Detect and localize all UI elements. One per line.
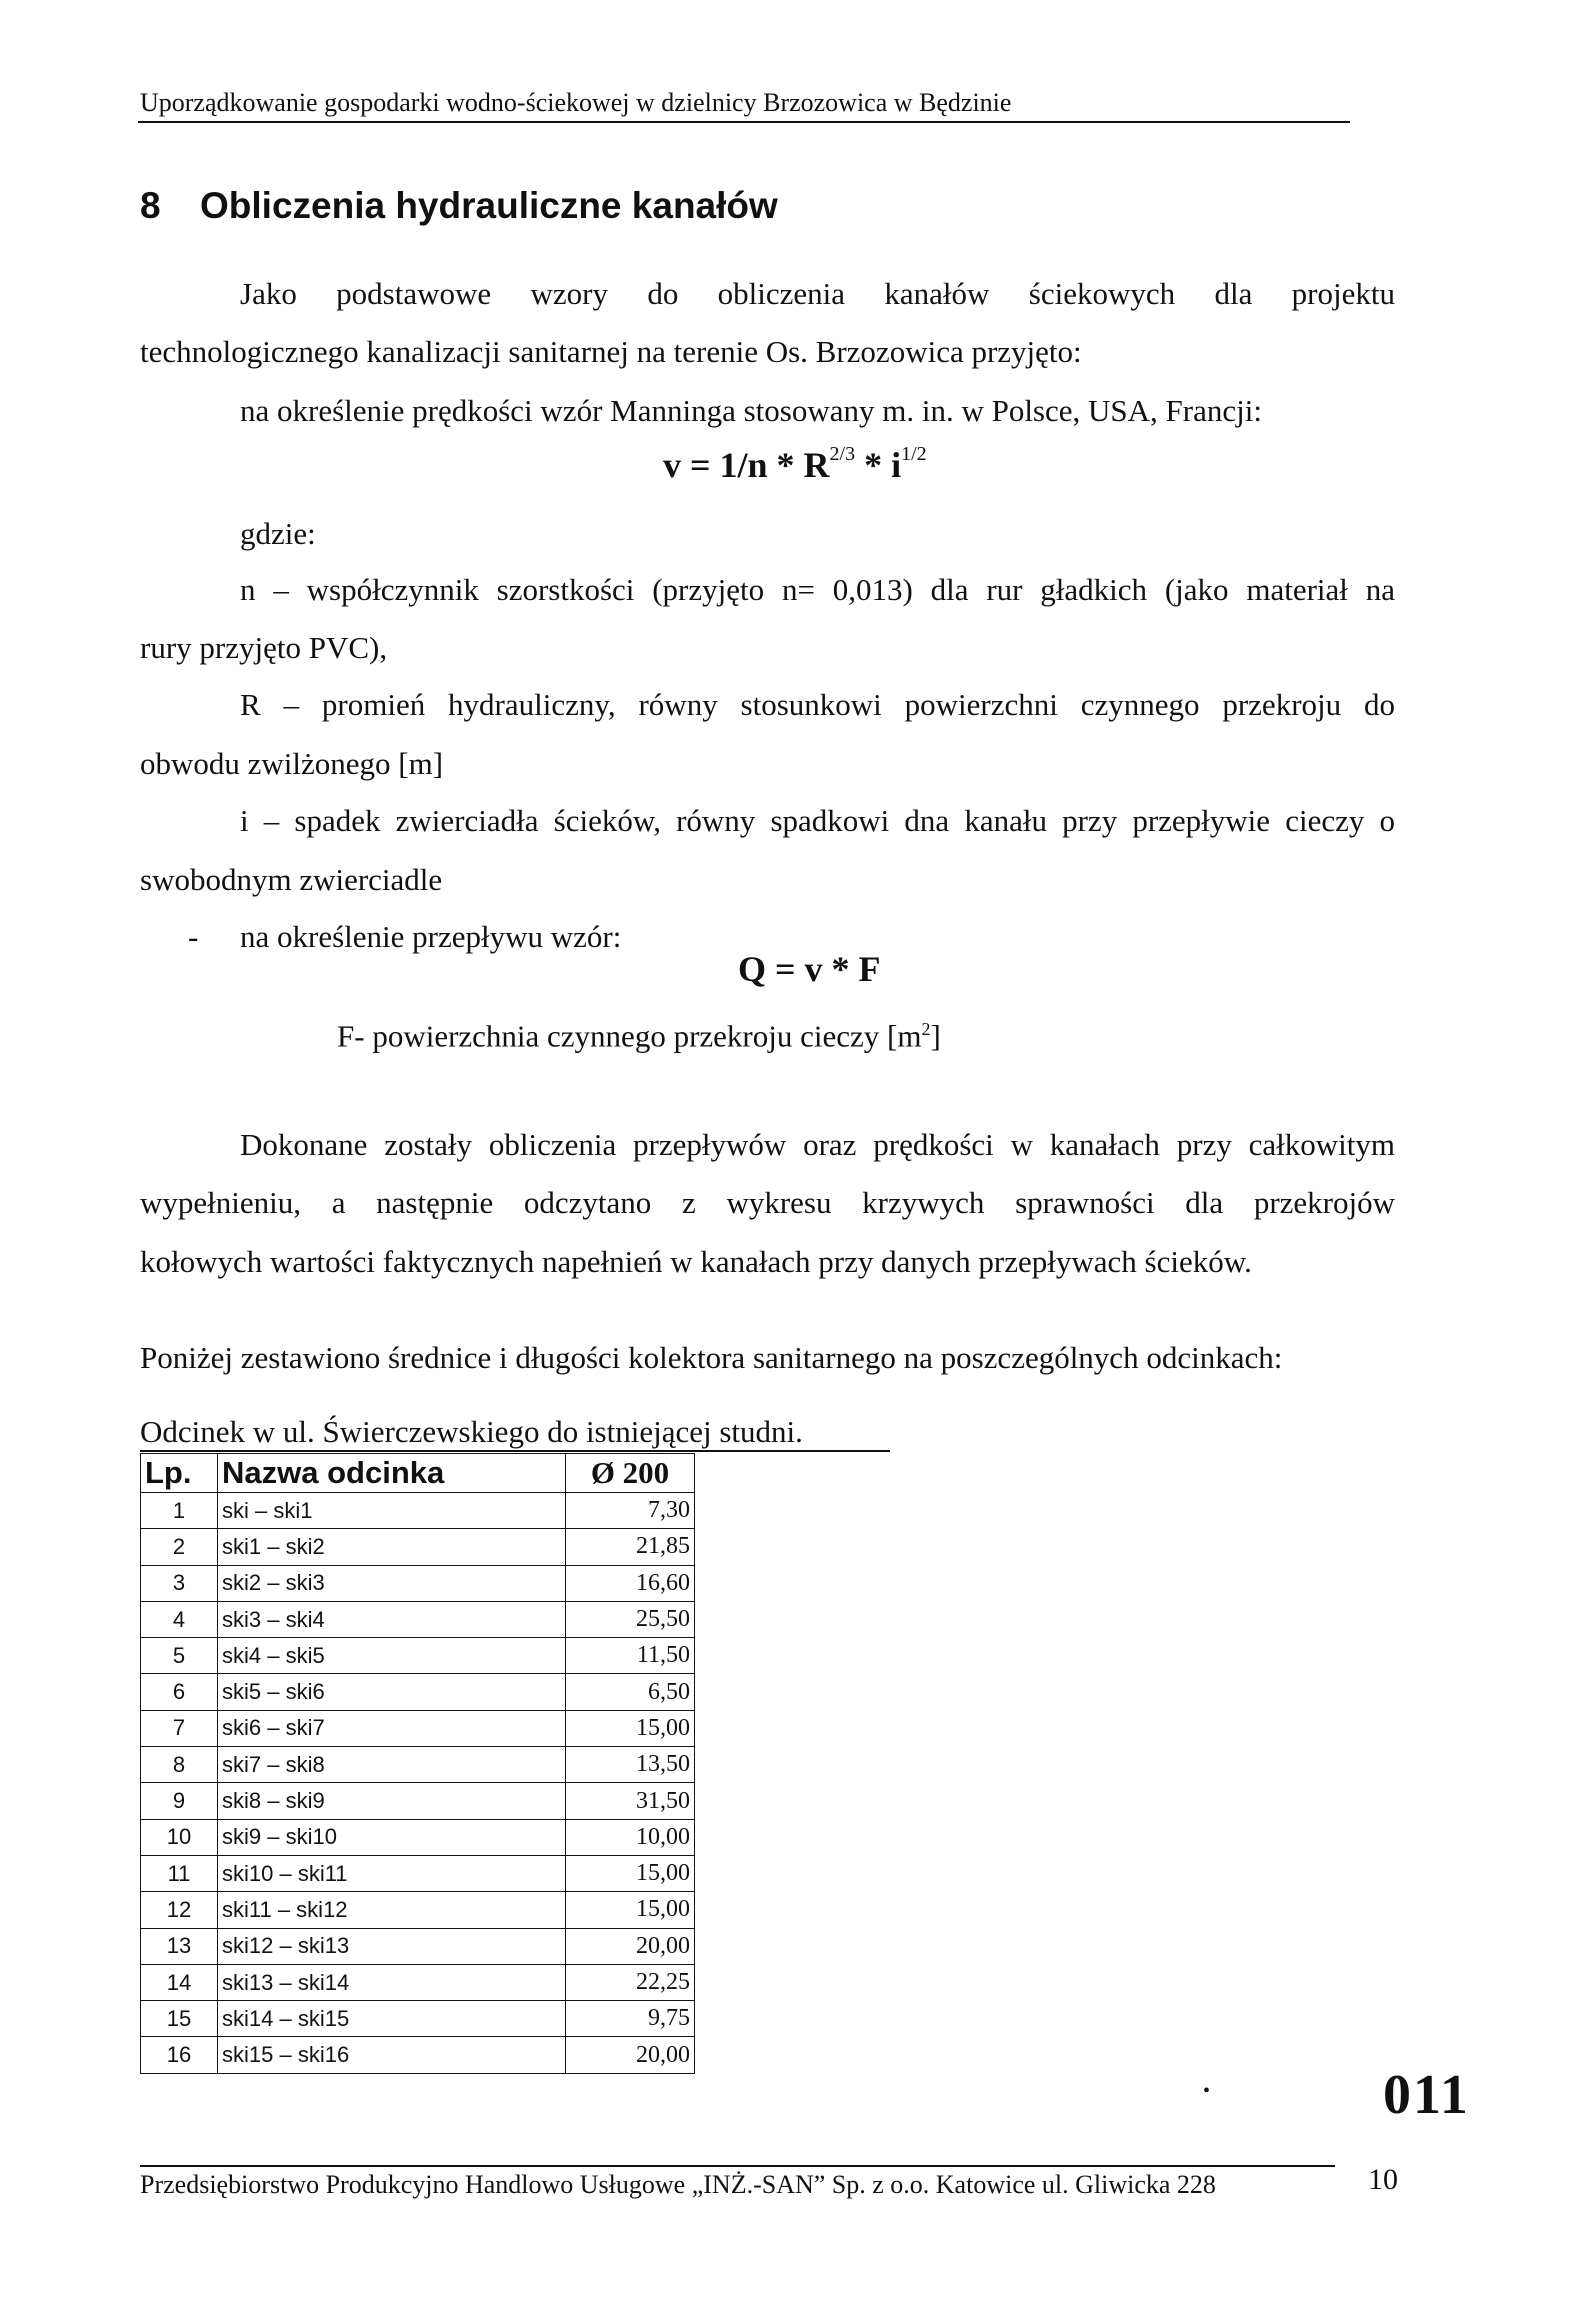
para2-line-2: wypełnieniu, a następnie odczytano z wykresu krzywych sprawności dla przekrojów bbox=[140, 1185, 1395, 1220]
row-number: 1 bbox=[141, 1493, 218, 1529]
row-number: 2 bbox=[141, 1529, 218, 1565]
segment-name: ski11 – ski12 bbox=[218, 1892, 566, 1928]
table-row bbox=[141, 1783, 695, 1819]
table-row bbox=[141, 1493, 695, 1529]
formula-v-exp-r: 2/3 bbox=[829, 443, 856, 465]
section-heading bbox=[140, 185, 778, 227]
segment-name: ski15 – ski16 bbox=[218, 2037, 566, 2073]
where-label: gdzie: bbox=[240, 516, 316, 551]
flow-formula: Q = v * F bbox=[738, 949, 881, 989]
segment-name: ski3 – ski4 bbox=[218, 1601, 566, 1637]
segment-name: ski6 – ski7 bbox=[218, 1710, 566, 1746]
segment-name: ski1 – ski2 bbox=[218, 1529, 566, 1565]
segment-length: 10,00 bbox=[566, 1819, 695, 1855]
row-number: 14 bbox=[141, 1964, 218, 2000]
row-number: 6 bbox=[141, 1674, 218, 1710]
table-row bbox=[141, 1529, 695, 1565]
segment-name: ski2 – ski3 bbox=[218, 1565, 566, 1601]
segment-length: 16,60 bbox=[566, 1565, 695, 1601]
para3: Poniżej zestawiono średnice i długości kolektora sanitarnego na poszczególnych odcinkach: bbox=[140, 1340, 1283, 1375]
row-number: 3 bbox=[141, 1565, 218, 1601]
segment-length: 15,00 bbox=[566, 1855, 695, 1891]
table-row bbox=[141, 1747, 695, 1783]
flow-dash: - bbox=[188, 919, 199, 954]
section-title: Obliczenia hydrauliczne kanałów bbox=[200, 185, 778, 226]
segment-name: ski9 – ski10 bbox=[218, 1819, 566, 1855]
segment-length: 15,00 bbox=[566, 1892, 695, 1928]
page-number: 10 bbox=[1368, 2163, 1398, 2196]
segment-name: ski8 – ski9 bbox=[218, 1783, 566, 1819]
row-number: 16 bbox=[141, 2037, 218, 2073]
row-number: 10 bbox=[141, 1819, 218, 1855]
segment-length: 11,50 bbox=[566, 1638, 695, 1674]
def-n-line-2: rury przyjęto PVC), bbox=[140, 630, 388, 665]
segments-table bbox=[140, 1453, 695, 2074]
row-number: 7 bbox=[141, 1710, 218, 1746]
table-row bbox=[141, 1674, 695, 1710]
row-number: 15 bbox=[141, 2001, 218, 2037]
flow-text: na określenie przepływu wzór: bbox=[240, 919, 622, 954]
area-def-sup: 2 bbox=[921, 1019, 931, 1039]
def-r-line-1: R – promień hydrauliczny, równy stosunkowi powierzchni czynnego przekroju do bbox=[240, 687, 1395, 722]
row-number: 13 bbox=[141, 1928, 218, 1964]
footer-text: Przedsiębiorstwo Produkcyjno Handlowo Usługowe „INŻ.-SAN” Sp. z o.o. Katowice ul. Gliwicka 228 bbox=[140, 2170, 1216, 2199]
def-i-line-1: i – spadek zwierciadła ścieków, równy spadkowi dna kanału przy przepływie cieczy o bbox=[240, 803, 1395, 838]
caption-underline bbox=[140, 1450, 890, 1452]
table-header-row bbox=[141, 1454, 695, 1493]
segment-name: ski12 – ski13 bbox=[218, 1928, 566, 1964]
row-number: 9 bbox=[141, 1783, 218, 1819]
table-row bbox=[141, 1964, 695, 2000]
section-number: 8 bbox=[140, 185, 161, 226]
table-row bbox=[141, 1892, 695, 1928]
segment-length: 7,30 bbox=[566, 1493, 695, 1529]
row-number: 11 bbox=[141, 1855, 218, 1891]
intro-line-1: Jako podstawowe wzory do obliczenia kanałów ściekowych dla projektu bbox=[240, 276, 1395, 311]
row-number: 4 bbox=[141, 1601, 218, 1637]
segment-length: 13,50 bbox=[566, 1747, 695, 1783]
segment-length: 25,50 bbox=[566, 1601, 695, 1637]
formula-v-exp-i: 1/2 bbox=[901, 443, 927, 465]
table-row bbox=[141, 1819, 695, 1855]
table-row bbox=[141, 2037, 695, 2073]
segment-length: 15,00 bbox=[566, 1710, 695, 1746]
table-caption: Odcinek w ul. Świerczewskiego do istniejącej studni. bbox=[140, 1414, 803, 1449]
segment-length: 9,75 bbox=[566, 2001, 695, 2037]
def-r-line-2: obwodu zwilżonego [m] bbox=[140, 746, 444, 781]
segment-name: ski4 – ski5 bbox=[218, 1638, 566, 1674]
table-row bbox=[141, 1710, 695, 1746]
def-i-line-2: swobodnym zwierciadle bbox=[140, 862, 443, 897]
table-row bbox=[141, 1601, 695, 1637]
intro-line-2: technologicznego kanalizacji sanitarnej na terenie Os. Brzozowica przyjęto: bbox=[140, 334, 1082, 369]
def-n-line-1: n – współczynnik szorstkości (przyjęto n= 0,013) dla rur gładkich (jako materiał na bbox=[240, 572, 1395, 607]
segment-name: ski7 – ski8 bbox=[218, 1747, 566, 1783]
table-row bbox=[141, 2001, 695, 2037]
segment-length: 21,85 bbox=[566, 1529, 695, 1565]
segment-name: ski – ski1 bbox=[218, 1493, 566, 1529]
segment-name: ski5 – ski6 bbox=[218, 1674, 566, 1710]
segment-name: ski13 – ski14 bbox=[218, 1964, 566, 2000]
table-row bbox=[141, 1565, 695, 1601]
table-row bbox=[141, 1855, 695, 1891]
table-row bbox=[141, 1928, 695, 1964]
formula-v-mid: * i bbox=[855, 445, 902, 485]
stray-mark: • bbox=[1203, 2080, 1211, 2102]
segment-length: 6,50 bbox=[566, 1674, 695, 1710]
column-header-lp: Lp. bbox=[141, 1454, 218, 1493]
area-def-text: F- powierzchnia czynnego przekroju cieczy [m bbox=[337, 1018, 922, 1054]
row-number: 5 bbox=[141, 1638, 218, 1674]
header-rule bbox=[138, 121, 1350, 123]
row-number: 12 bbox=[141, 1892, 218, 1928]
column-header-diameter: Ø 200 bbox=[566, 1454, 695, 1493]
manning-formula bbox=[663, 444, 927, 486]
segment-length: 31,50 bbox=[566, 1783, 695, 1819]
area-def-end: ] bbox=[930, 1018, 941, 1054]
formula-v-base: v = 1/n * R bbox=[663, 445, 830, 485]
segment-length: 20,00 bbox=[566, 2037, 695, 2073]
para2-line-1: Dokonane zostały obliczenia przepływów oraz prędkości w kanałach przy całkowitym bbox=[240, 1127, 1395, 1162]
segment-name: ski14 – ski15 bbox=[218, 2001, 566, 2037]
intro-line-3: na określenie prędkości wzór Manninga stosowany m. in. w Polsce, USA, Francji: bbox=[240, 393, 1262, 428]
column-header-name: Nazwa odcinka bbox=[218, 1454, 566, 1493]
row-number: 8 bbox=[141, 1747, 218, 1783]
segment-name: ski10 – ski11 bbox=[218, 1855, 566, 1891]
para2-line-3: kołowych wartości faktycznych napełnień w kanałach przy danych przepływach ścieków. bbox=[140, 1244, 1252, 1279]
segment-length: 22,25 bbox=[566, 1964, 695, 2000]
page-stamp: 011 bbox=[1383, 2064, 1470, 2126]
segment-length: 20,00 bbox=[566, 1928, 695, 1964]
running-header: Uporządkowanie gospodarki wodno-ściekowej w dzielnicy Brzozowica w Będzinie bbox=[140, 88, 1012, 117]
footer-rule bbox=[140, 2165, 1335, 2167]
area-definition bbox=[337, 1007, 941, 1058]
table-row bbox=[141, 1638, 695, 1674]
